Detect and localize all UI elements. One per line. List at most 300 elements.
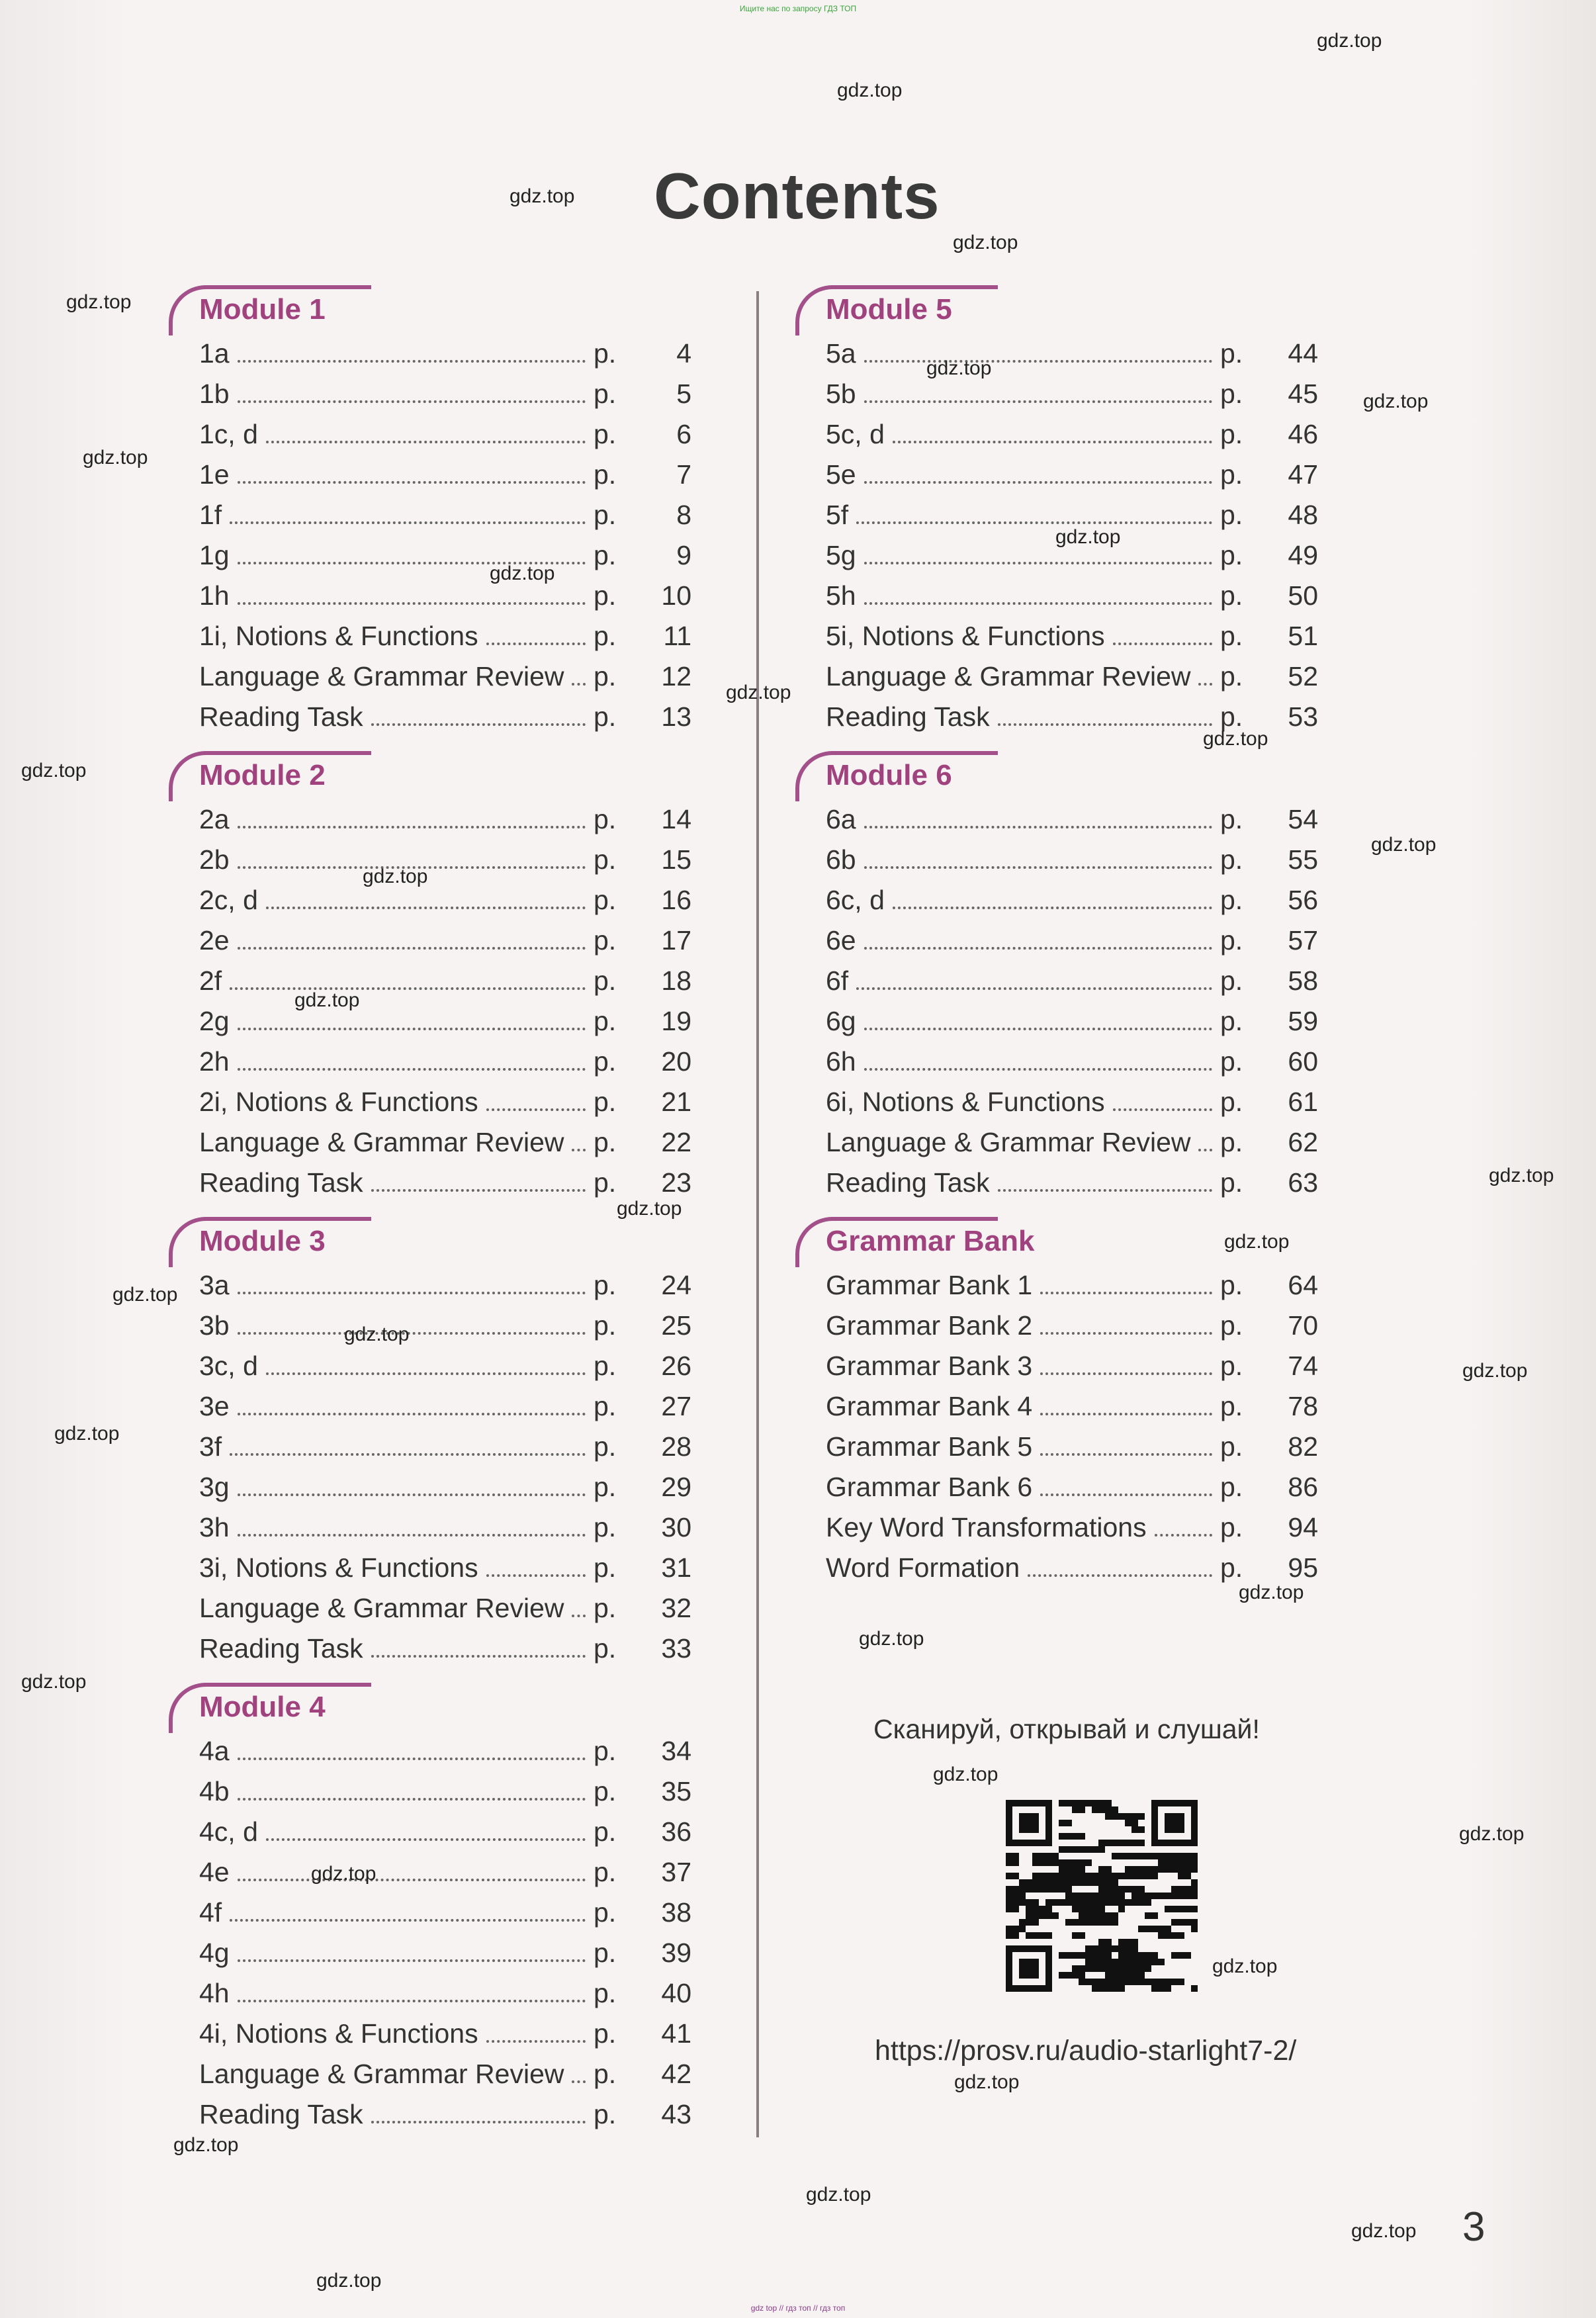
entry-name: 6f — [826, 965, 849, 996]
entry-page-number: 94 — [1288, 1512, 1318, 1542]
page-abbrev: p. — [594, 419, 617, 449]
page-abbrev: p. — [594, 661, 617, 691]
dot-leader — [1040, 1372, 1212, 1375]
dot-leader — [486, 643, 586, 645]
entry-page-number: 33 — [661, 1633, 691, 1664]
contents-entry[interactable] — [169, 1046, 691, 1087]
dot-leader — [1113, 1108, 1212, 1111]
dot-leader — [238, 1068, 586, 1071]
watermark-text: gdz.top — [617, 1198, 682, 1220]
watermark-text: gdz.top — [1462, 1360, 1528, 1382]
dot-leader — [486, 2040, 586, 2043]
watermark-text: gdz.top — [363, 866, 428, 887]
page-abbrev: p. — [594, 1391, 617, 1421]
contents-entry[interactable] — [169, 2059, 691, 2099]
dot-leader — [1198, 683, 1212, 686]
entry-page-number: 37 — [661, 1857, 691, 1887]
contents-entry[interactable] — [169, 1978, 691, 2018]
entry-page-number: 57 — [1288, 925, 1318, 956]
page-abbrev: p. — [594, 1046, 617, 1077]
contents-entry[interactable] — [795, 1127, 1318, 1167]
dot-leader — [238, 1413, 586, 1415]
contents-entry[interactable] — [169, 701, 691, 742]
entry-page-number: 86 — [1288, 1472, 1318, 1502]
entry-name: 5g — [826, 540, 856, 570]
entry-name: Language & Grammar Review — [826, 1127, 1191, 1157]
dot-leader — [864, 1028, 1212, 1030]
dot-leader — [238, 1959, 586, 1962]
entry-name: 2b — [199, 844, 230, 875]
contents-entry[interactable] — [795, 661, 1318, 701]
page-abbrev: p. — [594, 1006, 617, 1036]
contents-entry[interactable] — [795, 1351, 1318, 1391]
contents-entry[interactable] — [795, 1472, 1318, 1512]
entry-name: 5b — [826, 379, 856, 409]
dot-leader — [238, 1332, 586, 1335]
watermark-text: gdz.top — [510, 185, 575, 207]
contents-entry[interactable] — [169, 1431, 691, 1472]
dot-leader — [572, 2080, 586, 2083]
entry-page-number: 53 — [1288, 701, 1318, 732]
contents-entry[interactable] — [169, 965, 691, 1006]
entry-page-number: 15 — [661, 844, 691, 875]
entry-name: 3i, Notions & Functions — [199, 1552, 478, 1583]
page-abbrev: p. — [594, 1776, 617, 1806]
entry-page-number: 51 — [1288, 621, 1318, 651]
page-abbrev: p. — [594, 2059, 617, 2089]
dot-leader — [238, 360, 586, 363]
page-abbrev: p. — [594, 1978, 617, 2008]
entry-name: Reading Task — [199, 2099, 363, 2129]
entry-name: 4b — [199, 1776, 230, 1806]
dot-leader — [864, 866, 1212, 869]
module-heading — [169, 1213, 691, 1269]
watermark-text: gdz.top — [806, 2184, 871, 2206]
page-abbrev: p. — [594, 2099, 617, 2129]
contents-entry[interactable] — [169, 1736, 691, 1776]
bottom-note: gdz top // гдз топ // гдз топ — [750, 2303, 846, 2313]
entry-name: 1e — [199, 459, 230, 490]
page-abbrev: p. — [594, 1593, 617, 1623]
contents-entry[interactable] — [169, 419, 691, 459]
entry-name: 3g — [199, 1472, 230, 1502]
watermark-text: gdz.top — [1363, 390, 1429, 412]
page-abbrev: p. — [1220, 925, 1243, 956]
dot-leader — [238, 1534, 586, 1537]
entry-page-number: 12 — [661, 661, 691, 691]
page-abbrev: p. — [594, 965, 617, 996]
entry-page-number: 47 — [1288, 459, 1318, 490]
dot-leader — [864, 562, 1212, 564]
entry-name: Language & Grammar Review — [199, 1127, 564, 1157]
dot-leader — [266, 907, 586, 909]
page-abbrev: p. — [1220, 419, 1243, 449]
watermark-text: gdz.top — [926, 357, 992, 379]
page-abbrev: p. — [594, 1351, 617, 1381]
entry-name: Grammar Bank 5 — [826, 1431, 1033, 1462]
entry-page-number: 46 — [1288, 419, 1318, 449]
page-title: Contents — [654, 159, 940, 232]
entry-name: 4g — [199, 1938, 230, 1968]
watermark-text: gdz.top — [294, 989, 360, 1011]
contents-entry[interactable] — [169, 885, 691, 925]
watermark-text: gdz.top — [66, 291, 132, 313]
contents-entry[interactable] — [169, 580, 691, 621]
contents-entry[interactable] — [169, 1087, 691, 1127]
page-abbrev: p. — [1220, 804, 1243, 834]
contents-entry[interactable] — [169, 1351, 691, 1391]
contents-entry[interactable] — [169, 1006, 691, 1046]
entry-page-number: 41 — [661, 2018, 691, 2049]
module-title: Module 5 — [826, 293, 952, 326]
entry-page-number: 59 — [1288, 1006, 1318, 1036]
dot-leader — [238, 1493, 586, 1496]
watermark-text: gdz.top — [954, 2071, 1020, 2093]
contents-entry[interactable] — [795, 1270, 1318, 1310]
page-abbrev: p. — [594, 925, 617, 956]
page-abbrev: p. — [594, 2018, 617, 2049]
watermark-text: gdz.top — [859, 1628, 924, 1650]
contents-entry[interactable] — [169, 1512, 691, 1552]
entry-name: 1g — [199, 540, 230, 570]
dot-leader — [1028, 1574, 1212, 1577]
page-abbrev: p. — [1220, 661, 1243, 691]
page-abbrev: p. — [594, 1310, 617, 1341]
entry-page-number: 58 — [1288, 965, 1318, 996]
contents-entry[interactable] — [169, 1816, 691, 1857]
entry-page-number: 60 — [1288, 1046, 1318, 1077]
dot-leader — [1113, 643, 1212, 645]
entry-name: 5e — [826, 459, 856, 490]
entry-name: 4c, d — [199, 1816, 258, 1847]
contents-entry[interactable] — [169, 2099, 691, 2139]
watermark-text: gdz.top — [1489, 1165, 1554, 1186]
module-heading — [795, 747, 1318, 803]
dot-leader — [238, 826, 586, 828]
watermark-text: gdz.top — [490, 562, 555, 584]
module-title: Module 2 — [199, 759, 326, 791]
dot-leader — [266, 441, 586, 443]
contents-entry[interactable] — [795, 1431, 1318, 1472]
dot-leader — [230, 1453, 586, 1456]
entry-page-number: 8 — [676, 500, 691, 530]
page-abbrev: p. — [1220, 621, 1243, 651]
page-abbrev: p. — [594, 1472, 617, 1502]
dot-leader — [864, 947, 1212, 950]
entry-page-number: 95 — [1288, 1552, 1318, 1583]
entry-name: 1c, d — [199, 419, 258, 449]
dot-leader — [230, 1919, 586, 1922]
contents-entry[interactable] — [795, 621, 1318, 661]
page-abbrev: p. — [1220, 1310, 1243, 1341]
dot-leader — [864, 481, 1212, 484]
entry-name: 1i, Notions & Functions — [199, 621, 478, 651]
dot-leader — [238, 602, 586, 605]
dot-leader — [266, 1838, 586, 1841]
entry-page-number: 6 — [676, 419, 691, 449]
contents-entry[interactable] — [169, 1310, 691, 1351]
contents-entry[interactable] — [169, 1472, 691, 1512]
page-abbrev: p. — [594, 621, 617, 651]
entry-name: 6a — [826, 804, 856, 834]
dot-leader — [856, 987, 1212, 990]
dot-leader — [998, 1189, 1212, 1192]
dot-leader — [230, 987, 586, 990]
entry-name: 5f — [826, 500, 849, 530]
watermark-text: gdz.top — [21, 760, 87, 781]
contents-entry[interactable] — [169, 1857, 691, 1897]
contents-entry[interactable] — [169, 1552, 691, 1593]
watermark-text: gdz.top — [1371, 834, 1437, 856]
contents-entry[interactable] — [169, 661, 691, 701]
contents-entry[interactable] — [795, 885, 1318, 925]
page-abbrev: p. — [1220, 701, 1243, 732]
watermark-text: gdz.top — [316, 2270, 382, 2292]
page-abbrev: p. — [594, 1897, 617, 1928]
entry-name: Language & Grammar Review — [199, 1593, 564, 1623]
entry-page-number: 10 — [661, 580, 691, 611]
entry-name: Reading Task — [199, 701, 363, 732]
contents-entry[interactable] — [169, 1391, 691, 1431]
entry-name: 1b — [199, 379, 230, 409]
module-heading — [169, 281, 691, 337]
entry-page-number: 49 — [1288, 540, 1318, 570]
watermark-text: gdz.top — [1459, 1823, 1525, 1845]
page-abbrev: p. — [1220, 844, 1243, 875]
entry-name: 1f — [199, 500, 222, 530]
entry-page-number: 20 — [661, 1046, 691, 1077]
dot-leader — [864, 826, 1212, 828]
page-abbrev: p. — [594, 500, 617, 530]
entry-page-number: 19 — [661, 1006, 691, 1036]
dot-leader — [486, 1574, 586, 1577]
contents-entry[interactable] — [169, 379, 691, 419]
entry-name: 1h — [199, 580, 230, 611]
contents-entry[interactable] — [795, 1006, 1318, 1046]
contents-entry[interactable] — [169, 1593, 691, 1633]
watermark-text: gdz.top — [1317, 30, 1382, 52]
dot-leader — [864, 400, 1212, 403]
page-abbrev: p. — [594, 1633, 617, 1664]
contents-entry[interactable] — [169, 1938, 691, 1978]
contents-entry[interactable] — [169, 925, 691, 965]
page-abbrev: p. — [1220, 379, 1243, 409]
module-title: Module 6 — [826, 759, 952, 791]
page-abbrev: p. — [1220, 1046, 1243, 1077]
entry-page-number: 42 — [661, 2059, 691, 2089]
dot-leader — [238, 400, 586, 403]
dot-leader — [238, 481, 586, 484]
page-abbrev: p. — [594, 1270, 617, 1300]
contents-entry[interactable] — [795, 925, 1318, 965]
dot-leader — [998, 723, 1212, 726]
contents-entry[interactable] — [169, 500, 691, 540]
entry-page-number: 11 — [663, 621, 691, 651]
contents-entry[interactable] — [169, 621, 691, 661]
contents-entry[interactable] — [795, 1310, 1318, 1351]
entry-page-number: 44 — [1288, 338, 1318, 369]
contents-entry[interactable] — [169, 1633, 691, 1673]
audio-link[interactable]: https://prosv.ru/audio-starlight7-2/ — [875, 2035, 1297, 2067]
page-abbrev: p. — [1220, 965, 1243, 996]
entry-page-number: 48 — [1288, 500, 1318, 530]
entry-page-number: 4 — [676, 338, 691, 369]
contents-entry[interactable] — [795, 965, 1318, 1006]
dot-leader — [893, 441, 1212, 443]
page-abbrev: p. — [594, 1938, 617, 1968]
entry-page-number: 55 — [1288, 844, 1318, 875]
entry-name: 3c, d — [199, 1351, 258, 1381]
dot-leader — [1198, 1149, 1212, 1151]
entry-name: Language & Grammar Review — [199, 2059, 564, 2089]
page-abbrev: p. — [594, 338, 617, 369]
dot-leader — [371, 1655, 586, 1658]
entry-name: 5h — [826, 580, 856, 611]
contents-entry[interactable] — [169, 540, 691, 580]
entry-page-number: 13 — [661, 701, 691, 732]
entry-name: 4f — [199, 1897, 222, 1928]
watermark-text: gdz.top — [83, 447, 148, 468]
contents-entry[interactable] — [795, 1087, 1318, 1127]
entry-page-number: 52 — [1288, 661, 1318, 691]
entry-page-number: 14 — [661, 804, 691, 834]
dot-leader — [238, 1292, 586, 1294]
contents-entry[interactable] — [795, 804, 1318, 844]
entry-name: 2e — [199, 925, 230, 956]
contents-entry[interactable] — [795, 844, 1318, 885]
dot-leader — [864, 1068, 1212, 1071]
entry-name: 3a — [199, 1270, 230, 1300]
page-abbrev: p. — [594, 701, 617, 732]
page-abbrev: p. — [594, 1816, 617, 1847]
entry-name: 5i, Notions & Functions — [826, 621, 1105, 651]
contents-entry[interactable] — [169, 1897, 691, 1938]
page-abbrev: p. — [594, 1552, 617, 1583]
entry-page-number: 56 — [1288, 885, 1318, 915]
page-abbrev: p. — [1220, 1167, 1243, 1198]
entry-page-number: 74 — [1288, 1351, 1318, 1381]
entry-page-number: 31 — [661, 1552, 691, 1583]
entry-page-number: 61 — [1288, 1087, 1318, 1117]
watermark-text: gdz.top — [1239, 1582, 1304, 1603]
watermark-text: gdz.top — [726, 682, 791, 703]
dot-leader — [1040, 1493, 1212, 1496]
entry-name: 2c, d — [199, 885, 258, 915]
contents-entry[interactable] — [795, 1046, 1318, 1087]
dot-leader — [266, 1372, 586, 1375]
watermark-text: gdz.top — [173, 2134, 239, 2156]
dot-leader — [1040, 1413, 1212, 1415]
contents-entry[interactable] — [169, 1167, 691, 1208]
page-abbrev: p. — [594, 844, 617, 875]
entry-name: Reading Task — [199, 1633, 363, 1664]
entry-page-number: 36 — [661, 1816, 691, 1847]
page-abbrev: p. — [1220, 1512, 1243, 1542]
entry-page-number: 18 — [661, 965, 691, 996]
contents-entry[interactable] — [169, 338, 691, 379]
entry-name: Reading Task — [826, 1167, 990, 1198]
left-column — [169, 281, 691, 2139]
entry-page-number: 35 — [661, 1776, 691, 1806]
entry-name: 6b — [826, 844, 856, 875]
module-title: Module 1 — [199, 293, 326, 326]
entry-page-number: 45 — [1288, 379, 1318, 409]
top-note: Ищите нас по запросу ГДЗ ТОП — [739, 4, 857, 13]
page-abbrev: p. — [594, 804, 617, 834]
page-abbrev: p. — [594, 1167, 617, 1198]
entry-name: 3h — [199, 1512, 230, 1542]
contents-entry[interactable] — [795, 379, 1318, 419]
entry-name: 6c, d — [826, 885, 885, 915]
page-abbrev: p. — [1220, 338, 1243, 369]
page-abbrev: p. — [1220, 1006, 1243, 1036]
entry-name: 4a — [199, 1736, 230, 1766]
page-abbrev: p. — [594, 459, 617, 490]
entry-name: 2i, Notions & Functions — [199, 1087, 478, 1117]
entry-page-number: 70 — [1288, 1310, 1318, 1341]
module-title: Module 4 — [199, 1691, 326, 1723]
dot-leader — [1040, 1332, 1212, 1335]
entry-name: 4e — [199, 1857, 230, 1887]
dot-leader — [486, 1108, 586, 1111]
watermark-text: gdz.top — [933, 1763, 998, 1785]
watermark-text: gdz.top — [112, 1284, 178, 1306]
page-abbrev: p. — [594, 379, 617, 409]
entry-page-number: 32 — [661, 1593, 691, 1623]
entry-name: Grammar Bank 3 — [826, 1351, 1033, 1381]
contents-entry[interactable] — [169, 1127, 691, 1167]
contents-entry[interactable] — [795, 459, 1318, 500]
dot-leader — [371, 2121, 586, 2123]
entry-name: 4h — [199, 1978, 230, 2008]
page-abbrev: p. — [594, 1431, 617, 1462]
contents-entry[interactable] — [795, 1167, 1318, 1208]
watermark-text: gdz.top — [54, 1423, 120, 1445]
entry-page-number: 34 — [661, 1736, 691, 1766]
entry-name: 5a — [826, 338, 856, 369]
contents-entry[interactable] — [795, 338, 1318, 379]
entry-page-number: 78 — [1288, 1391, 1318, 1421]
contents-entry[interactable] — [795, 1391, 1318, 1431]
qr-code[interactable] — [1006, 1800, 1198, 1992]
entry-name: Reading Task — [826, 701, 990, 732]
entry-page-number: 23 — [661, 1167, 691, 1198]
page-abbrev: p. — [1220, 1552, 1243, 1583]
entry-page-number: 28 — [661, 1431, 691, 1462]
watermark-text: gdz.top — [1203, 728, 1268, 750]
entry-name: 6i, Notions & Functions — [826, 1087, 1105, 1117]
contents-entry[interactable] — [169, 459, 691, 500]
contents-entry[interactable] — [169, 844, 691, 885]
dot-leader — [864, 602, 1212, 605]
contents-entry[interactable] — [795, 419, 1318, 459]
dot-leader — [238, 1879, 586, 1881]
contents-entry[interactable] — [169, 1270, 691, 1310]
contents-entry[interactable] — [795, 580, 1318, 621]
watermark-text: gdz.top — [344, 1323, 410, 1345]
entry-page-number: 30 — [661, 1512, 691, 1542]
page-abbrev: p. — [1220, 580, 1243, 611]
contents-entry[interactable] — [169, 1776, 691, 1816]
page-abbrev: p. — [1220, 1087, 1243, 1117]
watermark-text: gdz.top — [311, 1863, 377, 1885]
contents-entry[interactable] — [169, 804, 691, 844]
entry-page-number: 26 — [661, 1351, 691, 1381]
contents-entry[interactable] — [795, 1512, 1318, 1552]
contents-entry[interactable] — [169, 2018, 691, 2059]
entry-page-number: 50 — [1288, 580, 1318, 611]
watermark-text: gdz.top — [1224, 1231, 1290, 1253]
